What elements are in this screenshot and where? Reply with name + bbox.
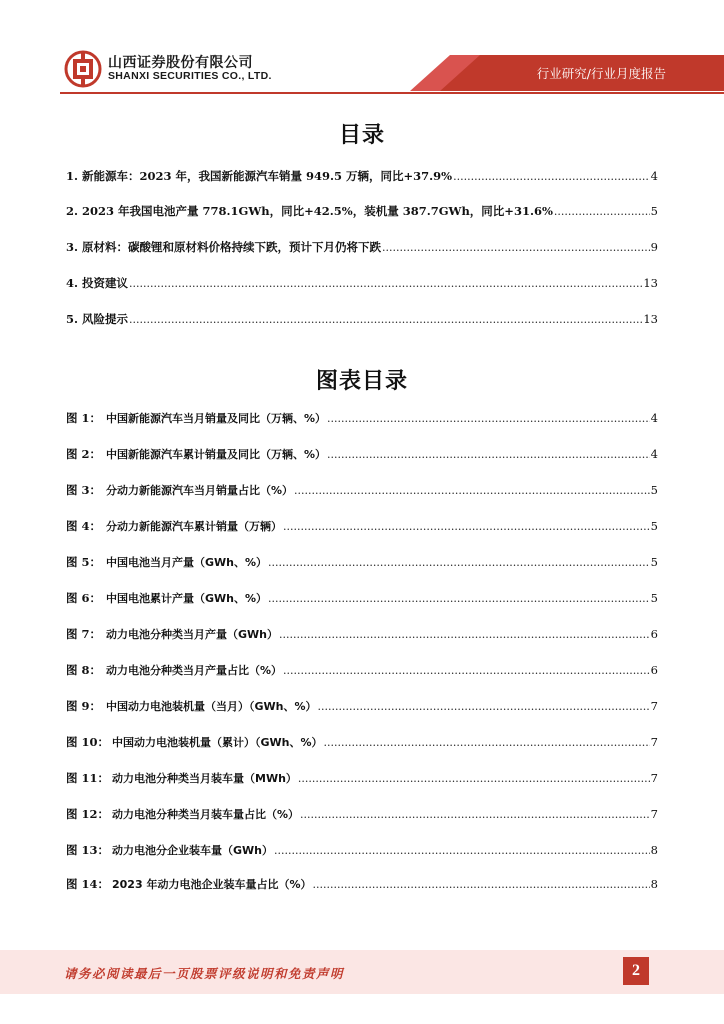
figure-page: 5: [650, 555, 658, 569]
toc-item-label: 2. 2023 年我国电池产量 778.1GWh，同比+42.5%，装机量 387.7GWh，同比+31.6%: [66, 204, 553, 218]
header-divider: [60, 92, 724, 94]
figure-page: 4: [650, 411, 658, 425]
figure-item[interactable]: [66, 410, 658, 428]
toc-leader-dots: [129, 313, 642, 326]
toc-item-label: 1. 新能源车：2023 年，我国新能源汽车销量 949.5 万辆，同比+37.9%: [66, 169, 453, 183]
figure-page: 8: [650, 843, 658, 857]
toc-leader-dots: [283, 664, 650, 677]
figure-number: 图 1：: [66, 411, 102, 425]
toc-leader-dots: [318, 700, 650, 713]
figure-number: 图 13：: [66, 843, 110, 857]
figure-page: 4: [650, 447, 658, 461]
page-number: 2: [623, 957, 649, 985]
figure-page: 7: [650, 807, 658, 821]
toc-leader-dots: [279, 628, 650, 641]
figure-page: 6: [650, 663, 658, 677]
figure-page: 5: [650, 591, 658, 605]
figure-item[interactable]: [66, 806, 658, 824]
figure-item[interactable]: [66, 698, 658, 716]
toc-item-page: 5: [650, 204, 658, 218]
footer-disclaimer: 请务必阅读最后一页股票评级说明和免责声明: [64, 966, 345, 981]
figure-number: 图 12：: [66, 807, 110, 821]
report-type-label: 行业研究/行业月度报告: [536, 66, 666, 81]
figure-page: 7: [650, 771, 658, 785]
figure-item[interactable]: [66, 662, 658, 680]
toc-item-page: 13: [643, 276, 658, 290]
toc-leader-dots: [312, 878, 649, 891]
toc-item[interactable]: [66, 239, 658, 257]
toc-item-page: 4: [650, 169, 658, 183]
figure-caption: 分动力新能源汽车累计销量（万辆）: [106, 520, 282, 533]
figure-number: 图 14：: [66, 877, 110, 891]
toc-item[interactable]: [66, 311, 658, 329]
toc-leader-dots: [129, 277, 642, 290]
toc-leader-dots: [453, 170, 650, 183]
figure-number: 图 9：: [66, 699, 102, 713]
figure-item[interactable]: [66, 842, 658, 860]
figure-number: 图 4：: [66, 519, 102, 533]
toc-item-page: 13: [643, 312, 658, 326]
company-name-cn: 山西证券股份有限公司: [108, 55, 253, 71]
figure-caption: 动力电池分种类当月产量占比（%）: [106, 664, 283, 677]
figure-caption: 中国新能源汽车累计销量及同比（万辆、%）: [106, 448, 327, 461]
toc-item-label: 3. 原材料：碳酸锂和原材料价格持续下跌，预计下月仍将下跌: [66, 240, 382, 254]
figure-item[interactable]: [66, 482, 658, 500]
figure-number: 图 8：: [66, 663, 102, 677]
figure-number: 图 2：: [66, 447, 102, 461]
figure-item[interactable]: [66, 626, 658, 644]
figure-number: 图 3：: [66, 483, 102, 497]
figure-page: 6: [650, 627, 658, 641]
toc-item-label: 4. 投资建议: [66, 276, 129, 290]
toc-leader-dots: [274, 844, 650, 857]
figure-item[interactable]: [66, 590, 658, 608]
company-name-en: SHANXI SECURITIES CO., LTD.: [108, 70, 272, 82]
figure-number: 图 6：: [66, 591, 102, 605]
figure-page: 5: [650, 519, 658, 533]
toc-leader-dots: [268, 592, 650, 605]
figure-item[interactable]: [66, 876, 658, 894]
figure-caption: 中国动力电池装机量（当月）（GWh、%）: [106, 700, 317, 713]
figure-page: 7: [650, 735, 658, 749]
figure-number: 图 7：: [66, 627, 102, 641]
figure-caption: 中国电池当月产量（GWh、%）: [106, 556, 268, 569]
toc-title: 目录: [338, 123, 385, 148]
toc-leader-dots: [554, 205, 650, 218]
figure-caption: 2023 年动力电池企业装车量占比（%）: [112, 878, 312, 891]
toc-item[interactable]: [66, 275, 658, 293]
figure-item[interactable]: [66, 446, 658, 464]
figure-page: 7: [650, 699, 658, 713]
toc-item[interactable]: [66, 168, 658, 186]
figure-caption: 中国动力电池装机量（累计）（GWh、%）: [112, 736, 323, 749]
figure-item[interactable]: [66, 554, 658, 572]
toc-leader-dots: [268, 556, 650, 569]
figure-page: 5: [650, 483, 658, 497]
figure-list-title: 图表目录: [315, 369, 408, 394]
toc-leader-dots: [382, 241, 650, 254]
figure-item[interactable]: [66, 518, 658, 536]
figure-caption: 中国新能源汽车当月销量及同比（万辆、%）: [106, 412, 327, 425]
toc-item[interactable]: [66, 203, 658, 221]
figure-caption: 动力电池分种类当月产量（GWh）: [106, 628, 278, 641]
figure-caption: 动力电池分种类当月装车量（MWh）: [112, 772, 297, 785]
toc-leader-dots: [283, 520, 650, 533]
shanxi-securities-logo-icon: [64, 50, 102, 88]
toc-leader-dots: [298, 772, 650, 785]
toc-leader-dots: [327, 412, 650, 425]
toc-item-page: 9: [650, 240, 658, 254]
figure-caption: 分动力新能源汽车当月销量占比（%）: [106, 484, 294, 497]
figure-caption: 动力电池分企业装车量（GWh）: [112, 844, 273, 857]
figure-number: 图 11：: [66, 771, 110, 785]
figure-item[interactable]: [66, 770, 658, 788]
figure-page: 8: [650, 877, 658, 891]
figure-caption: 动力电池分种类当月装车量占比（%）: [112, 808, 300, 821]
page-header: [0, 0, 724, 100]
toc-leader-dots: [327, 448, 650, 461]
toc-leader-dots: [300, 808, 650, 821]
toc-item-label: 5. 风险提示: [66, 312, 129, 326]
figure-number: 图 10：: [66, 735, 110, 749]
toc-leader-dots: [324, 736, 650, 749]
figure-caption: 中国电池累计产量（GWh、%）: [106, 592, 268, 605]
figure-item[interactable]: [66, 734, 658, 752]
figure-number: 图 5：: [66, 555, 102, 569]
toc-leader-dots: [294, 484, 650, 497]
